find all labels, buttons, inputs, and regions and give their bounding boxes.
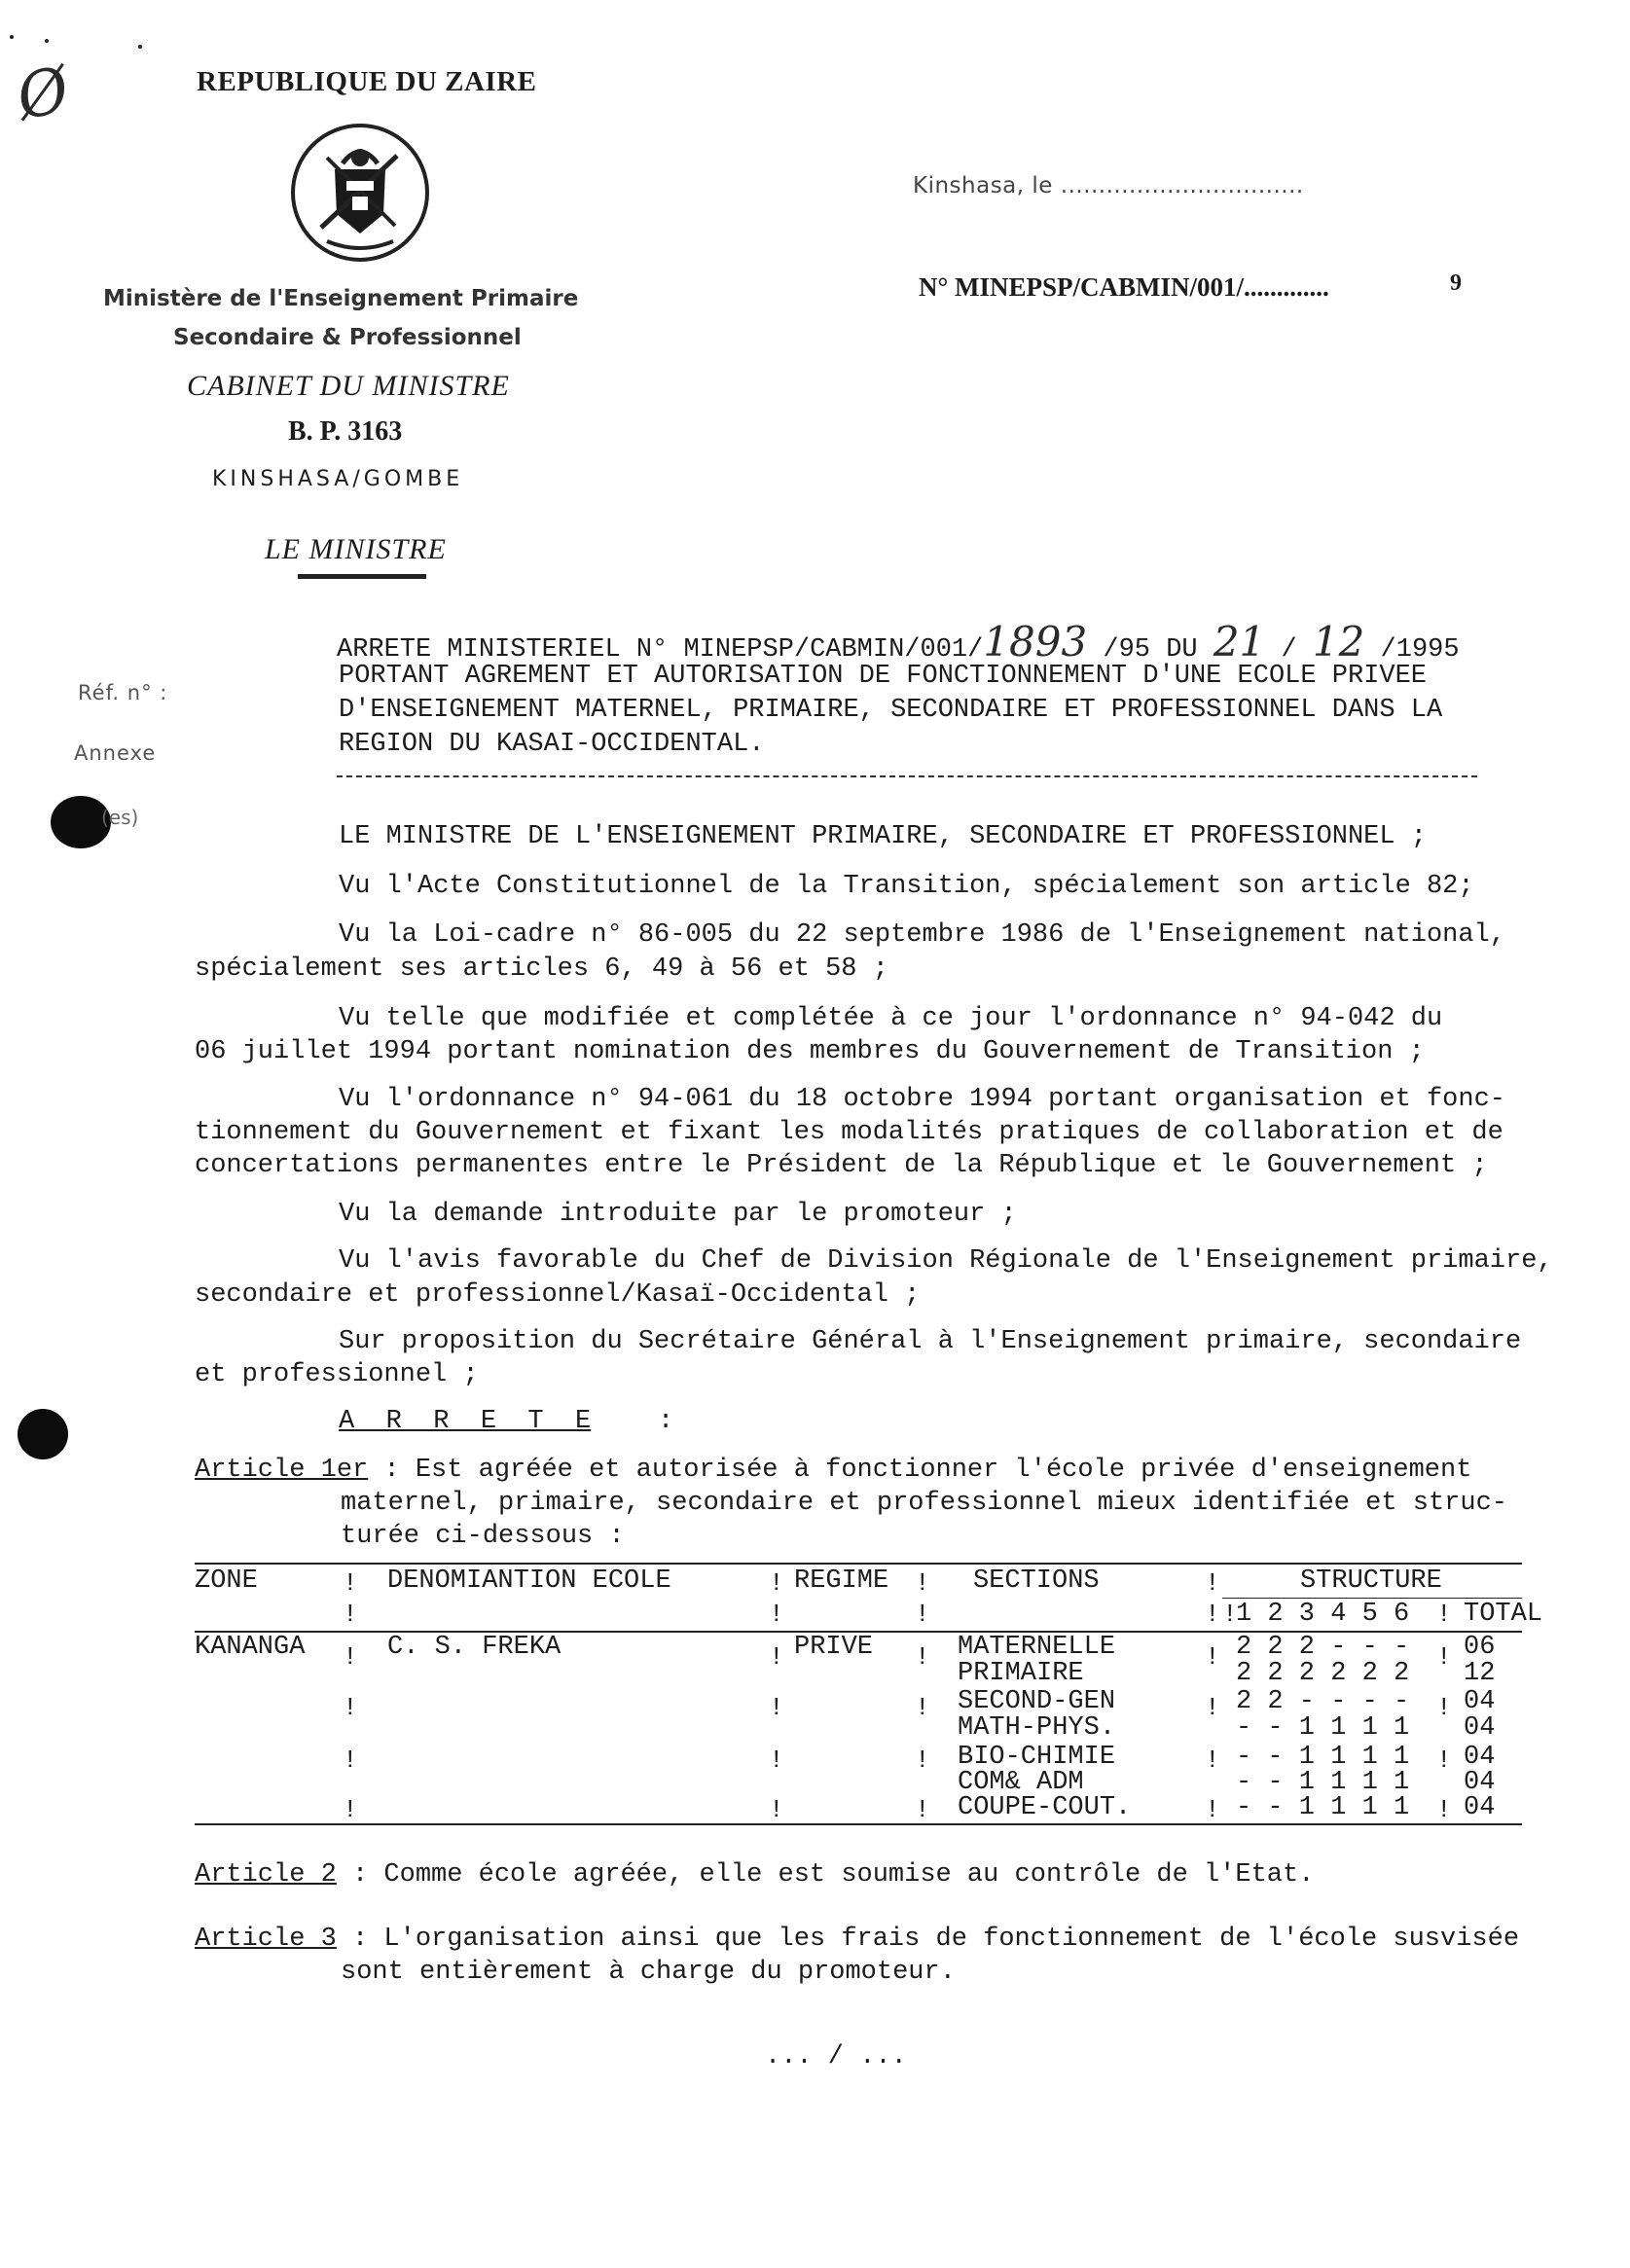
- cell-section: COM& ADM: [958, 1768, 1084, 1797]
- header-years: 1 2 3 4 5 6: [1236, 1600, 1410, 1629]
- cell-zone: KANANGA: [195, 1633, 306, 1662]
- hole-punch-mark: [18, 1409, 68, 1459]
- margin-speck: [10, 35, 14, 39]
- page-continuation: ... / ...: [765, 2042, 907, 2071]
- col-separator: !: [769, 1600, 784, 1629]
- preamble-constitution: Vu l'Acte Constitutionnel de la Transition, spécialement son article 82;: [339, 872, 1474, 901]
- margin-speck: [138, 45, 142, 49]
- header-regime: REGIME: [794, 1566, 889, 1596]
- col-separator: !: [343, 1568, 358, 1598]
- cell-total: 06: [1464, 1633, 1496, 1662]
- col-separator: !: [1205, 1746, 1220, 1775]
- col-separator: !: [1205, 1568, 1220, 1598]
- handwritten-decree-number: 1893: [983, 618, 1088, 666]
- col-separator: !: [769, 1746, 784, 1775]
- preamble-ordonnance-042-2: 06 juillet 1994 portant nomination des membres du Gouvernement de Transition ;: [195, 1037, 1425, 1066]
- preamble-proposition-2: et professionnel ;: [195, 1360, 479, 1389]
- reference-mark: 9: [1450, 270, 1462, 296]
- col-separator: !: [769, 1568, 784, 1598]
- cell-regime: PRIVE: [794, 1633, 874, 1662]
- article-2: [195, 1857, 1314, 1892]
- cell-structure: - - 1 1 1 1: [1236, 1713, 1410, 1743]
- cell-section: COUPE-COUT.: [958, 1793, 1132, 1822]
- arrete-heading: A R R E T E: [339, 1407, 592, 1436]
- article-2-label: Article 2: [195, 1860, 337, 1890]
- cabinet-line: CABINET DU MINISTRE: [187, 370, 510, 402]
- cell-structure: - - 1 1 1 1: [1236, 1793, 1410, 1822]
- preamble-proposition-1: Sur proposition du Secrétaire Général à l'Enseignement primaire, secondaire: [339, 1327, 1522, 1356]
- preamble-avis-1: Vu l'avis favorable du Chef de Division Régionale de l'Enseignement primaire,: [339, 1246, 1553, 1276]
- preamble-demande: Vu la demande introduite par le promoteur ;: [339, 1200, 1017, 1229]
- cell-total: 04: [1464, 1743, 1496, 1772]
- date-slash: /: [1281, 635, 1297, 665]
- col-separator: !: [343, 1795, 358, 1824]
- ministry-line-1: Ministère de l'Enseignement Primaire: [103, 286, 579, 311]
- col-separator: !: [915, 1600, 930, 1629]
- col-separator: !: [343, 1746, 358, 1775]
- col-separator: !: [915, 1693, 930, 1722]
- decree-year: /1995: [1380, 635, 1460, 665]
- preamble-ordonnance-061-1: Vu l'ordonnance n° 94-061 du 18 octobre 1994 portant organisation et fonc-: [339, 1085, 1505, 1114]
- cell-total: 12: [1464, 1659, 1496, 1688]
- col-separator: !: [915, 1642, 930, 1672]
- table-bottom-rule: [195, 1823, 1522, 1825]
- preamble-minister: LE MINISTRE DE L'ENSEIGNEMENT PRIMAIRE, SECONDAIRE ET PROFESSIONNEL ;: [339, 822, 1427, 851]
- preamble-loi-cadre-1: Vu la Loi-cadre n° 86-005 du 22 septembre 1986 de l'Enseignement national,: [339, 920, 1505, 950]
- handwritten-margin-mark: Ø: [10, 54, 76, 135]
- cell-ecole: C. S. FREKA: [387, 1633, 561, 1662]
- col-separator: !: [915, 1746, 930, 1775]
- table-top-rule: [195, 1563, 1522, 1565]
- col-separator: !: [1436, 1600, 1452, 1629]
- margin-speck: [45, 39, 49, 43]
- header-structure: STRUCTURE: [1300, 1566, 1442, 1596]
- article-1-label: Article 1er: [195, 1456, 369, 1485]
- cell-structure: 2 2 2 2 2 2: [1236, 1659, 1410, 1688]
- cell-structure: - - 1 1 1 1: [1236, 1768, 1410, 1797]
- article-3-line-1: [195, 1922, 1519, 1957]
- col-separator: !: [769, 1642, 784, 1672]
- article-2-text: : Comme école agréée, elle est soumise au contrôle de l'Etat.: [336, 1860, 1315, 1890]
- decree-title-line-4: REGION DU KASAI-OCCIDENTAL.: [339, 730, 765, 759]
- col-separator: !: [343, 1642, 358, 1672]
- header-sections: SECTIONS: [973, 1566, 1100, 1596]
- cell-structure: 2 2 2 - - -: [1236, 1633, 1410, 1662]
- decree-title-line-3: D'ENSEIGNEMENT MATERNEL, PRIMAIRE, SECONDAIRE ET PROFESSIONNEL DANS LA: [339, 696, 1443, 725]
- decree-number-middle: /95 DU: [1103, 635, 1198, 665]
- cell-structure: - - 1 1 1 1: [1236, 1743, 1410, 1772]
- arrete-colon: :: [658, 1407, 674, 1436]
- col-separator: !: [1205, 1795, 1220, 1824]
- col-separator: !: [769, 1693, 784, 1722]
- header-zone: ZONE: [195, 1566, 258, 1596]
- cell-structure: 2 2 - - - -: [1236, 1687, 1410, 1716]
- cell-total: 04: [1464, 1793, 1496, 1822]
- col-separator: !: [769, 1795, 784, 1824]
- cell-section: SECOND-GEN: [958, 1687, 1116, 1716]
- article-1-line-2: maternel, primaire, secondaire et professionnel mieux identifiée et struc-: [341, 1489, 1507, 1518]
- decree-number-prefix: ARRETE MINISTERIEL N° MINEPSP/CABMIN/001/: [337, 635, 984, 665]
- col-separator: !: [915, 1568, 930, 1598]
- cell-total: 04: [1464, 1768, 1496, 1797]
- po-box: B. P. 3163: [288, 416, 403, 447]
- cell-section: MATH-PHYS.: [958, 1713, 1116, 1743]
- republic-title: REPUBLIQUE DU ZAIRE: [197, 66, 537, 97]
- col-separator: !: [1205, 1600, 1220, 1629]
- col-separator: !: [915, 1795, 930, 1824]
- date-line: Kinshasa, le ................................: [913, 173, 1304, 198]
- preamble-ordonnance-042-1: Vu telle que modifiée et complétée à ce jour l'ordonnance n° 94-042 du: [339, 1004, 1443, 1033]
- minister-underline: [298, 574, 426, 579]
- structure-subheader-rule: [1222, 1598, 1522, 1599]
- preamble-avis-2: secondaire et professionnel/Kasaï-Occidental ;: [195, 1280, 921, 1310]
- city-line: KINSHASA/GOMBE: [212, 467, 464, 491]
- col-separator: !: [1222, 1600, 1238, 1629]
- preamble-ordonnance-061-2: tionnement du Gouvernement et fixant les modalités pratiques de collaboration et de: [195, 1118, 1503, 1147]
- cell-total: 04: [1464, 1713, 1496, 1743]
- ministry-line-2: Secondaire & Professionnel: [173, 325, 522, 350]
- annexe-label: Annexe: [74, 741, 157, 765]
- article-3-text-start: : L'organisation ainsi que les frais de fonctionnement de l'école susvisée: [336, 1925, 1520, 1954]
- preamble-ordonnance-061-3: concertations permanentes entre le Président de la République et le Gouvernement ;: [195, 1151, 1488, 1180]
- article-3-label: Article 3: [195, 1925, 337, 1954]
- col-separator: !: [1436, 1746, 1452, 1775]
- cell-section: BIO-CHIMIE: [958, 1743, 1116, 1772]
- col-separator: !: [1436, 1795, 1452, 1824]
- handwritten-day: 21: [1213, 618, 1266, 666]
- col-separator: !: [343, 1600, 358, 1629]
- col-separator: !: [1436, 1642, 1452, 1672]
- preamble-loi-cadre-2: spécialement ses articles 6, 49 à 56 et 58 ;: [195, 954, 888, 984]
- cell-total: 04: [1464, 1687, 1496, 1716]
- header-ecole: DENOMIANTION ECOLE: [387, 1566, 671, 1596]
- reference-number: N° MINEPSP/CABMIN/001/.............: [919, 272, 1329, 302]
- cell-section: PRIMAIRE: [958, 1659, 1084, 1688]
- col-separator: !: [1205, 1642, 1220, 1672]
- col-separator: !: [1436, 1693, 1452, 1722]
- col-separator: !: [1205, 1693, 1220, 1722]
- ref-label: Réf. n° :: [78, 681, 168, 704]
- header-total: TOTAL: [1464, 1600, 1543, 1629]
- col-separator: !: [343, 1693, 358, 1722]
- handwritten-month: 12: [1312, 618, 1365, 666]
- title-separator: [337, 775, 1477, 777]
- article-1-text-start: : Est agréée et autorisée à fonctionner l'école privée d'enseignement: [383, 1456, 1472, 1485]
- article-1-line-3: turée ci-dessous :: [341, 1522, 625, 1551]
- obscured-label: (es): [101, 806, 139, 829]
- coat-of-arms-icon: [288, 121, 432, 265]
- cell-section: MATERNELLE: [958, 1633, 1116, 1662]
- article-3-line-2: sont entièrement à charge du promoteur.: [341, 1958, 956, 1987]
- decree-title-line-2: PORTANT AGREMENT ET AUTORISATION DE FONCTIONNEMENT D'UNE ECOLE PRIVEE: [339, 662, 1427, 691]
- article-1-line-1: [195, 1453, 1471, 1488]
- minister-heading: LE MINISTRE: [265, 533, 447, 565]
